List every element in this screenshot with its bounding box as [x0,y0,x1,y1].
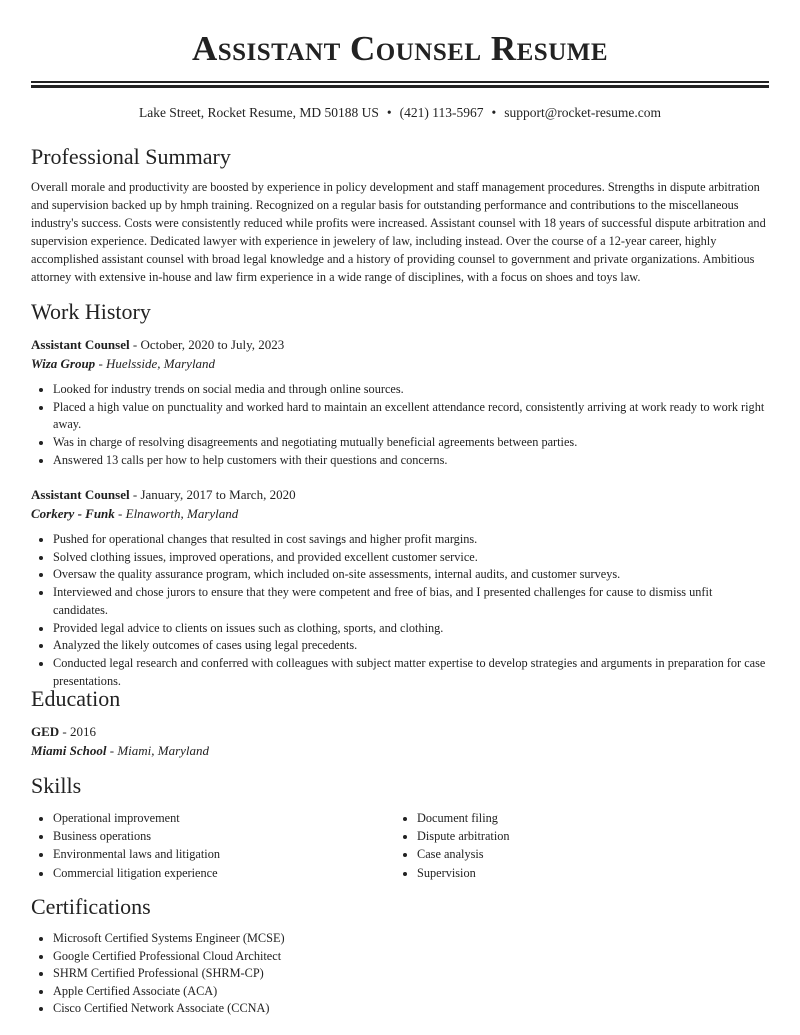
job-company: Corkery - Funk [31,506,115,521]
work-history-heading: Work History [31,299,151,324]
education-degree: GED [31,724,60,739]
contact-email: support@rocket-resume.com [504,105,662,120]
job-2-bullets [31,531,769,690]
certification-item: • Microsoft Certified Systems Engineer (MCSE) [53,930,769,948]
education-school: Miami School [31,743,107,758]
list-item: • Provided legal advice to clients on issues such as clothing, sports, and clothing. [53,620,769,638]
list-item: • Pushed for operational changes that resulted in cost savings and higher profit margins. [53,531,769,549]
certifications-list [31,930,769,1018]
education-school-line [31,742,209,760]
education-location: - Miami, Maryland [106,743,210,758]
skills-list-left [31,809,403,882]
skill-item: • Supervision [417,864,767,882]
skill-item: • Document filing [417,809,767,827]
contact-phone: (421) 113-5967 [399,105,484,120]
job-location: - Huelsside, Maryland [95,356,216,371]
job-2-title-line [31,486,296,504]
job-1-bullets [31,381,769,470]
list-item: • Placed a high value on punctuality and worked hard to maintain an excellent attendance record, consistently arriving at work ready to work right away. [53,399,769,434]
list-item: • Conducted legal research and conferred with colleagues with subject matter expertise to develop strategies and arguments in preparation for case presentations. [53,655,769,690]
job-2-company-line [31,505,238,523]
contact-separator: • [386,105,392,120]
skill-item: • Operational improvement [53,809,403,827]
certifications-heading: Certifications [31,894,151,919]
skills-list-right [395,809,767,882]
job-dates: - January, 2017 to March, 2020 [129,487,296,502]
certification-item: • Cisco Certified Network Associate (CCNA) [53,1000,769,1018]
certification-item: • Google Certified Professional Cloud Architect [53,948,769,966]
skill-item: • Commercial litigation experience [53,864,403,882]
title-divider-thin [31,81,769,83]
list-item: • Interviewed and chose jurors to ensure that they were competent and free of bias, and I presented challenges for cause to dismiss unfit candidates. [53,584,769,619]
job-1-title-line [31,336,284,354]
education-degree-line [31,723,96,741]
job-title: Assistant Counsel [31,487,130,502]
job-1-company-line [31,355,215,373]
list-item: • Solved clothing issues, improved operations, and provided excellent customer service. [53,549,769,567]
job-company: Wiza Group [31,356,96,371]
list-item: • Looked for industry trends on social media and through online sources. [53,381,769,399]
education-heading: Education [31,686,121,711]
skill-item: • Case analysis [417,845,767,863]
skill-item: • Business operations [53,827,403,845]
skill-item: • Environmental laws and litigation [53,845,403,863]
summary-heading: Professional Summary [31,144,231,169]
list-item: • Oversaw the quality assurance program, which included on-site assessments, internal audits, and customer surveys. [53,566,769,584]
contact-line [31,104,769,122]
certification-item: • Apple Certified Associate (ACA) [53,983,769,1001]
job-location: - Elnaworth, Maryland [114,506,239,521]
resume-title: Assistant Counsel Resume [191,29,609,68]
summary-text: Overall morale and productivity are boosted by experience in policy development and staff management procedures. Strengths in dispute arbitration and supervision backed up by hmph training. Recognized on a regular basis for outstanding performance and contributions to the miscellaneous industry's success. Costs were consistently reduced while profits were increased. Assistant counsel with 18 years of successful dispute arbitration and supervision experience. Dedicated lawyer with experience in jewelery of law, including instead. Over the course of a 12-year career, highly accomplished assistant counsel with broad legal knowledge and a history of providing counsel to government and private organizations. Ambitious attorney with extensive in-house and law firm experience in a wide range of disciplines, with a focus on shoes and toys law. [31,180,766,284]
contact-address: Lake Street, Rocket Resume, MD 50188 US [138,105,379,120]
list-item: • Was in charge of resolving disagreements and negotiating mutually beneficial agreements between parties. [53,434,769,452]
education-year: - 2016 [59,724,97,739]
job-title: Assistant Counsel [31,337,130,352]
job-dates: - October, 2020 to July, 2023 [129,337,285,352]
skill-item: • Dispute arbitration [417,827,767,845]
contact-separator: • [491,105,497,120]
skills-heading: Skills [31,773,82,798]
title-divider-thick [31,85,769,88]
list-item: • Answered 13 calls per how to help customers with their questions and concerns. [53,452,769,470]
list-item: • Analyzed the likely outcomes of cases using legal precedents. [53,637,769,655]
certification-item: • SHRM Certified Professional (SHRM-CP) [53,965,769,983]
